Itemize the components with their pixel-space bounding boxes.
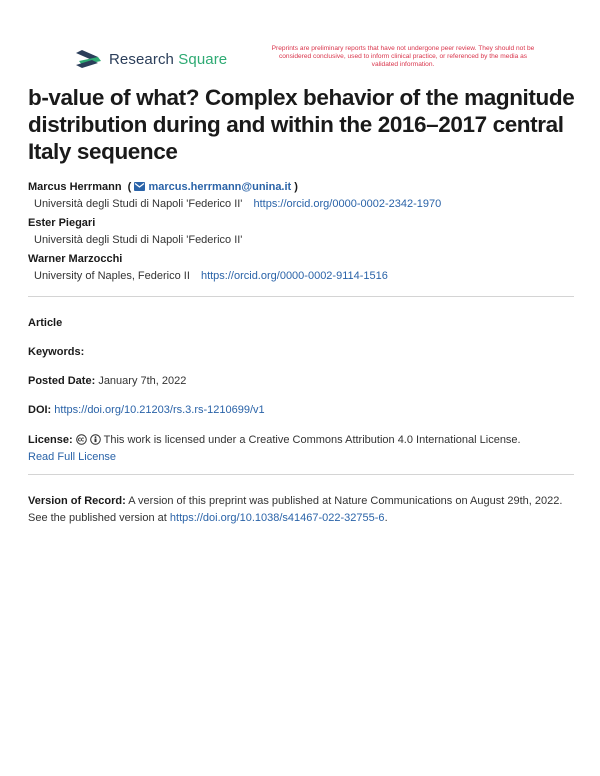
read-full-license-link[interactable]: Read Full License: [28, 451, 117, 463]
author-list: [28, 179, 576, 287]
envelope-icon: [134, 182, 145, 191]
author-affiliation: Università degli Studi di Napoli 'Federico II': [34, 198, 243, 210]
preprint-notice: Preprints are preliminary reports that have not undergone peer review. They should not be considered conclusive, used to inform clinical practice, or referenced by the media as validated information.: [271, 45, 535, 69]
divider: [28, 296, 574, 297]
creative-commons-icon: [76, 434, 87, 445]
author-entry: [28, 251, 576, 285]
keywords: Keywords:: [28, 346, 85, 358]
published-version-link[interactable]: https://doi.org/10.1038/s41467-022-32755-6: [169, 512, 385, 524]
version-of-record-text: A version of this preprint was published at Nature Communications on August 29th, 2022. See the published version at: [28, 495, 563, 524]
attribution-icon: [90, 434, 101, 445]
paper-title: b-value of what? Complex behavior of the magnitude distribution during and within the 2016–2017 central Italy sequence: [28, 85, 575, 164]
author-entry: Marcus Herrmann ( marcus.herrmann@unina.it ) Università degli Studi di Napoli 'Federico II' https://orcid.org/0000-0002-2342-1970: [28, 181, 442, 210]
posted-date-value: January 7th, 2022: [98, 375, 187, 387]
orcid-link[interactable]: https://orcid.org/0000-0002-2342-1970: [253, 198, 442, 210]
article-type: Article: [28, 317, 63, 329]
author-name: Warner Marzocchi: [28, 253, 123, 265]
author-name: Marcus Herrmann: [28, 181, 122, 193]
version-of-record: Version of Record: A version of this preprint was published at Nature Communications on August 29th, 2022. See the published version at https://doi.org/10.1038/s41467-022-32755-6.: [28, 495, 563, 524]
logo-text: Research Square: [109, 50, 228, 68]
orcid-link[interactable]: https://orcid.org/0000-0002-9114-1516: [200, 270, 388, 282]
author-name: Ester Piegari: [28, 217, 96, 229]
author-affiliation: University of Naples, Federico II: [34, 270, 190, 282]
research-square-logo[interactable]: [74, 48, 227, 70]
research-square-logo-icon: [74, 48, 103, 70]
doi-link[interactable]: https://doi.org/10.21203/rs.3.rs-1210699/v1: [54, 404, 265, 416]
posted-date: Posted Date: January 7th, 2022: [28, 375, 187, 387]
author-entry: [28, 215, 576, 249]
author-affiliation: Università degli Studi di Napoli 'Federico II': [34, 234, 243, 246]
license: License: This work is licensed under a Creative Commons Attribution 4.0 International License. Read Full License: [28, 434, 521, 463]
license-text: This work is licensed under a Creative Commons Attribution 4.0 International License.: [103, 434, 521, 446]
divider: [28, 474, 574, 475]
author-email-link[interactable]: marcus.herrmann@unina.it: [148, 181, 292, 193]
doi: DOI: https://doi.org/10.21203/rs.3.rs-1210699/v1: [28, 404, 265, 416]
